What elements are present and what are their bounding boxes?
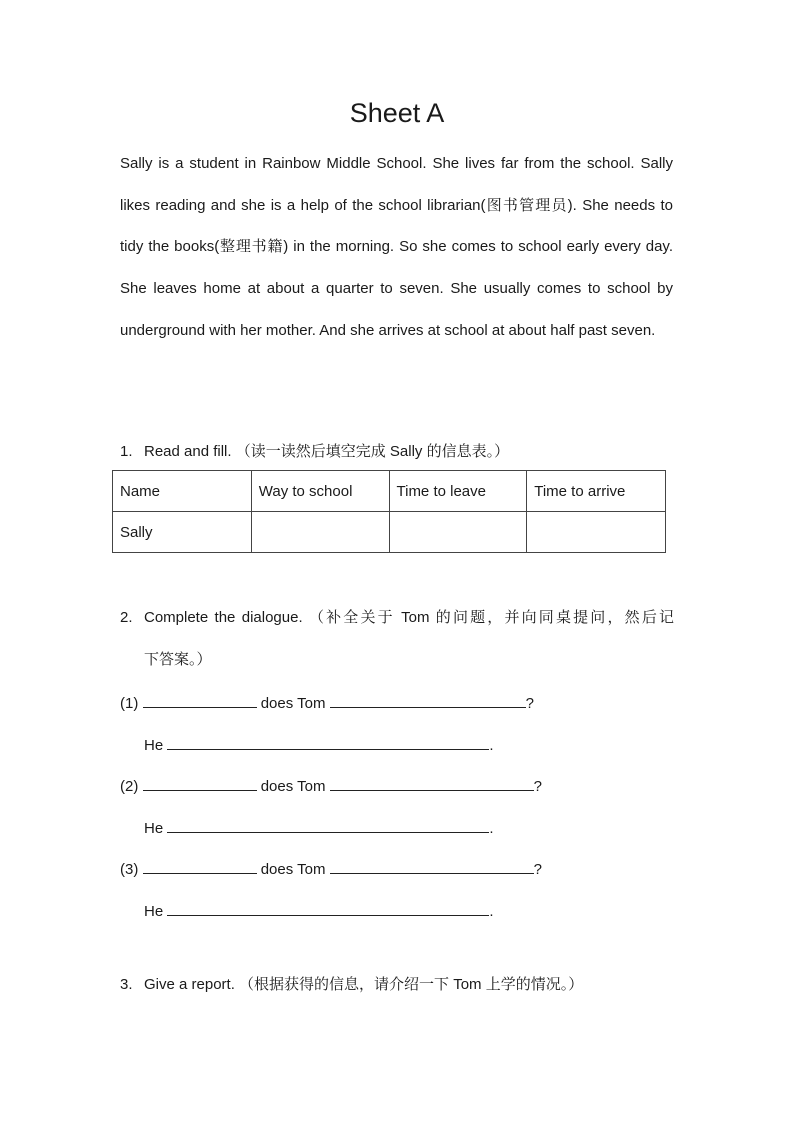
dialogue-end: ? (533, 861, 542, 878)
table-header-row (113, 471, 666, 512)
answer-end: . (489, 737, 494, 754)
fill-blank[interactable] (167, 900, 489, 916)
answer-start: He (144, 903, 164, 920)
dialogue-question (120, 775, 542, 795)
fill-blank[interactable] (143, 775, 257, 791)
table-header-cell: Time to arrive (527, 471, 666, 512)
answer-start: He (144, 737, 164, 754)
dialogue-end: ? (533, 778, 542, 795)
question-text: Complete the dialogue. （补全关于 Tom 的问题，并向同桌提问，然后记 (144, 609, 674, 626)
dialogue-answer (144, 900, 494, 920)
dialogue-number: (2) (120, 778, 139, 795)
dialogue-question (120, 858, 542, 878)
question-text: Give a report. （根据获得的信息，请介绍一下 Tom 上学的情况。） (144, 976, 584, 993)
answer-end: . (489, 820, 494, 837)
fill-blank[interactable] (330, 858, 534, 874)
question-number: 1. (120, 443, 133, 460)
reading-passage: Sally is a student in Rainbow Middle School. She lives far from the school. Sally likes reading and she is a help of the school librarian(图书管理员). She needs to tidy the books(整理书籍) in the morning. So she comes to school early every day. She leaves home at about a quarter to seven. She usually comes to school by underground with her mother. And she arrives at school at about half past seven. (120, 155, 673, 339)
table-header-cell: Way to school (251, 471, 389, 512)
dialogue-end: ? (525, 695, 534, 712)
fill-blank[interactable] (167, 734, 489, 750)
page-title: Sheet A (349, 98, 445, 128)
table-cell-blank[interactable] (389, 512, 527, 553)
dialogue-text: does Tom (260, 778, 326, 795)
dialogue-answer (144, 734, 494, 754)
answer-end: . (489, 903, 494, 920)
question-number: 2. (120, 609, 133, 626)
table-header-cell: Time to leave (389, 471, 527, 512)
fill-blank[interactable] (330, 692, 526, 708)
info-table (112, 470, 666, 553)
fill-blank[interactable] (143, 858, 257, 874)
dialogue-text: does Tom (260, 695, 326, 712)
dialogue-question (120, 692, 534, 712)
table-cell-blank[interactable] (251, 512, 389, 553)
question-2 (120, 597, 674, 680)
dialogue-text: does Tom (260, 861, 326, 878)
table-cell-blank[interactable] (527, 512, 666, 553)
dialogue-answer (144, 817, 494, 837)
question-text: Read and fill. （读一读然后填空完成 Sally 的信息表。） (144, 443, 510, 460)
question-3 (120, 973, 583, 994)
answer-start: He (144, 820, 164, 837)
fill-blank[interactable] (167, 817, 489, 833)
question-1 (120, 440, 509, 461)
dialogue-number: (3) (120, 861, 139, 878)
fill-blank[interactable] (330, 775, 534, 791)
table-header-cell: Name (113, 471, 252, 512)
question-number: 3. (120, 976, 133, 993)
table-row (113, 512, 666, 553)
fill-blank[interactable] (143, 692, 257, 708)
table-cell: Sally (113, 512, 252, 553)
question-text-continued: 下答案。） (144, 650, 212, 668)
dialogue-number: (1) (120, 695, 139, 712)
